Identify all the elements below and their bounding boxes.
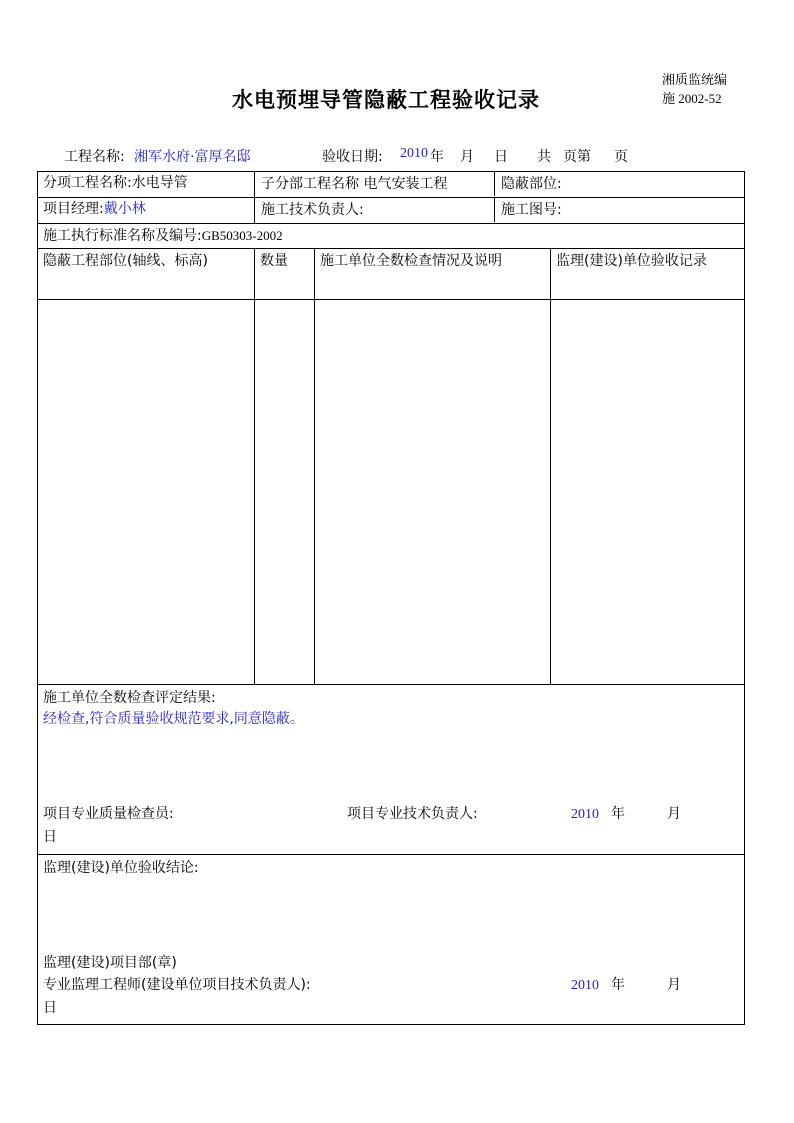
page-unit-label: 页	[614, 149, 628, 165]
tech-group-cell	[255, 198, 745, 224]
total-pages-label: 共	[537, 149, 551, 165]
conclusion-heading: 监理(建设)单位验收结论:	[43, 860, 199, 876]
drawing-number-label: 施工图号:	[501, 202, 562, 218]
column-header-check: 施工单位全数检查情况及说明	[315, 249, 551, 300]
hidden-location-cell	[495, 172, 562, 196]
drawing-number-cell	[495, 198, 562, 222]
tech-lead-label: 施工技术负责人:	[261, 202, 364, 218]
evaluation-day-unit: 日	[43, 829, 57, 845]
subitem-label: 分项工程名称:	[43, 175, 132, 191]
tech-lead-cell	[255, 198, 495, 222]
column-header-quantity: 数量	[255, 249, 315, 300]
supervision-body-cell[interactable]	[551, 300, 745, 685]
subpart-value: 电气安装工程	[363, 176, 448, 192]
standard-label: 施工执行标准名称及编号:	[43, 228, 202, 244]
document-code	[662, 72, 727, 108]
evaluation-cell	[38, 685, 745, 855]
form-row-standard	[38, 224, 745, 249]
form-row-manager	[38, 198, 745, 224]
evaluation-content: 经检查,符合质量验收规范要求,同意隐蔽。	[43, 711, 304, 727]
data-body-row	[38, 300, 745, 685]
inspection-form-table	[37, 171, 745, 1025]
check-body-cell[interactable]	[315, 300, 551, 685]
evaluation-year: 2010	[571, 807, 599, 822]
document-code-line1: 湘质监统编	[662, 73, 728, 88]
conclusion-year-unit: 年	[611, 977, 625, 993]
conclusion-year: 2010	[571, 978, 599, 993]
project-name-value: 湘军水府·富厚名邸	[134, 149, 251, 165]
column-header-location: 隐蔽工程部位(轴线、标高)	[38, 249, 255, 300]
conclusion-cell	[38, 855, 745, 1025]
column-header-supervision: 监理(建设)单位验收记录	[551, 249, 745, 300]
evaluation-heading: 施工单位全数检查评定结果:	[43, 690, 216, 706]
conclusion-sign-row	[43, 974, 739, 1022]
conclusion-row	[38, 855, 745, 1025]
manager-label: 项目经理:	[43, 201, 104, 217]
year-unit: 年	[430, 149, 444, 165]
document-code-line2: 施 2002-52	[662, 91, 722, 106]
quantity-body-cell[interactable]	[255, 300, 315, 685]
inspection-date-label: 验收日期:	[322, 149, 383, 165]
conclusion-day-unit: 日	[43, 1000, 57, 1016]
evaluation-year-unit: 年	[611, 806, 625, 822]
page-of-label: 页第	[563, 149, 591, 165]
subpart-cell	[255, 172, 495, 196]
page-title: 水电预埋导管隐蔽工程验收记录	[232, 88, 540, 112]
evaluation-row	[38, 685, 745, 855]
form-row-subitem	[38, 172, 745, 198]
location-body-cell[interactable]	[38, 300, 255, 685]
manager-value: 戴小林	[103, 201, 146, 217]
month-unit: 月	[460, 149, 474, 165]
project-name-label: 工程名称:	[64, 149, 125, 165]
hidden-location-label: 隐蔽部位:	[501, 176, 562, 192]
conclusion-month-unit: 月	[667, 977, 681, 993]
quality-inspector-label: 项目专业质量检查员:	[43, 806, 174, 822]
inspection-year: 2010	[400, 146, 428, 161]
evaluation-month-unit: 月	[667, 806, 681, 822]
supervision-dept-label: 监理(建设)项目部(章)	[43, 955, 177, 971]
evaluation-sign-row	[43, 804, 739, 852]
column-header-row	[38, 249, 745, 300]
supervision-engineer-label: 专业监理工程师(建设单位项目技术负责人):	[43, 977, 311, 993]
standard-cell	[38, 224, 745, 249]
subpart-group-cell	[255, 172, 745, 198]
manager-cell	[38, 198, 255, 224]
subitem-value: 水电导管	[131, 175, 188, 191]
subitem-cell	[38, 172, 255, 198]
tech-responsible-label: 项目专业技术负责人:	[347, 806, 478, 822]
standard-value: GB50303-2002	[201, 228, 283, 243]
subpart-label: 子分部工程名称	[261, 176, 359, 192]
day-unit: 日	[494, 149, 508, 165]
